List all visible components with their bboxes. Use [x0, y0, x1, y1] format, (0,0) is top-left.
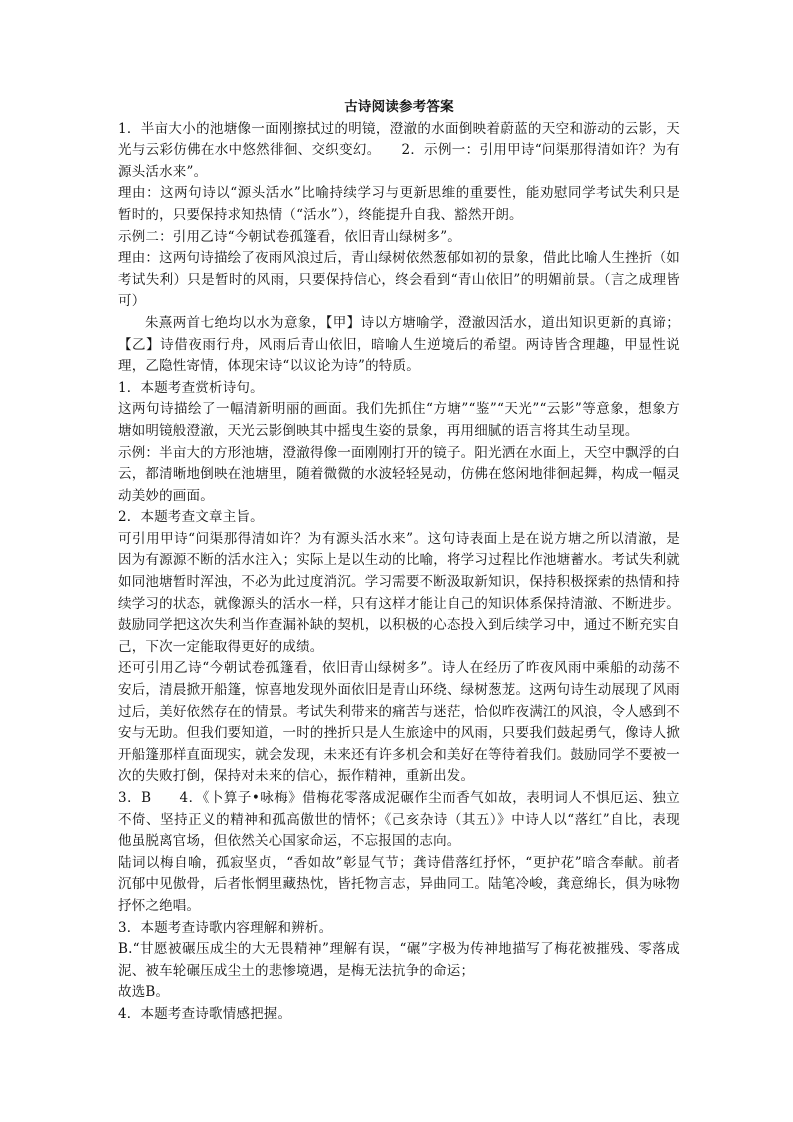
- paragraph-example-2: 示例二：引用乙诗“今朝试卷孤篷看，依旧青山绿树多”。: [118, 228, 462, 245]
- paragraph-reason-1: 理由：这两句诗以“源头活水”比喻持续学习与更新思维的重要性，能劝慰同学考试失利只是暂时的，只要保持求知热情（“活水”），终能提升自我、豁然开朗。: [118, 185, 680, 223]
- paragraph-q3-heading: 3．本题考查诗歌内容理解和辨析。: [118, 919, 333, 936]
- paragraph-q3-analysis: B.“甘愿被碾压成尘的大无畏精神”理解有误，“碾”字极为传神地描写了梅花被摧残、零落成泥、被车轮碾压成尘土的悲惨境遇，是梅无法抗争的命运；: [118, 941, 680, 979]
- paragraph-q2-heading: 2．本题考查文章主旨。: [118, 509, 264, 526]
- paragraph-answer-3-4: 3．B 4．《卜算子•咏梅》借梅花零落成泥碾作尘而香气如故，表明词人不惧厄运、独立不倚、坚持正义的精神和孤高傲世的情怀；《己亥杂诗（其五）》中诗人以“落红”自比，表现他虽脱离官场，但依然关心国家命运，不忘报国的志向。: [118, 790, 680, 850]
- paragraph-answer-1-2: 1．半亩大小的池塘像一面刚擦拭过的明镜，澄澈的水面倒映着蔚蓝的天空和游动的云影，天光与云彩仿佛在水中悠然徘徊、交织变幻。 2．示例一：引用甲诗“问渠那得清如许？为有源头活水来”。: [118, 120, 680, 180]
- paragraph-q2-poem-b: 还可引用乙诗“今朝试卷孤篷看，依旧青山绿树多”。诗人在经历了昨夜风雨中乘船的动荡不安后，清晨掀开船篷，惊喜地发现外面依旧是青山环绕、绿树葱茏。这两句诗生动展现了风雨过后，美好依然存在的情景。考试失利带来的痛苦与迷茫，恰似昨夜满江的风浪，令人感到不安与无助。但我们要知道，一时的挫折只是人生旅途中的风雨，只要我们鼓起勇气，像诗人掀开船篷那样直面现实，就会发现，未来还有许多机会和美好在等待着我们。鼓励同学不要被一次的失败打倒，保持对未来的信心，振作精神，重新出发。: [118, 660, 680, 785]
- answer-document: [118, 97, 680, 1026]
- paragraph-q1-analysis: 这两句诗描绘了一幅清新明丽的画面。我们先抓住“方塘”“鉴”“天光”“云影”等意象，想象方塘如明镜般澄澈，天光云影倒映其中摇曳生姿的景象，再用细腻的语言将其生动呈现。: [118, 401, 680, 439]
- paragraph-summary: 朱熹两首七绝均以水为意象，【甲】诗以方塘喻学，澄澈因活水，道出知识更新的真谛；【乙】诗借夜雨行舟，风雨后青山依旧，暗喻人生逆境后的希望。两诗皆含理趣，甲显性说理，乙隐性寄情，体现宋诗“以议论为诗”的特质。: [118, 314, 680, 375]
- paragraph-comparison: 陆词以梅自喻，孤寂坚贞，“香如故”彰显气节；龚诗借落红抒怀，“更护花”暗含奉献。前者沉郁中见傲骨，后者怅惘里藏热忱，皆托物言志，异曲同工。陆笔冷峻，龚意绵长，俱为咏物抒怀之绝唱。: [118, 854, 680, 914]
- paragraph-q3-conclusion: 故选B。: [118, 984, 170, 1001]
- paragraph-q2-poem-a: 可引用甲诗“问渠那得清如许？为有源头活水来”。这句诗表面上是在说方塘之所以清澈，是因为有源源不断的活水注入；实际上是以生动的比喻，将学习过程比作池塘蓄水。考试失利就如同池塘暂时浑浊，不必为此过度消沉。学习需要不断汲取新知识，保持积极探索的热情和持续学习的状态，就像源头的活水一样，只有这样才能让自己的知识体系保持清澈、不断进步。鼓励同学把这次失利当作查漏补缺的契机，以积极的心态投入到后续学习中，通过不断充实自己，下次一定能取得更好的成绩。: [118, 530, 680, 655]
- paragraph-q1-heading: 1．本题考查赏析诗句。: [118, 379, 264, 396]
- paragraph-reason-2: 理由：这两句诗描绘了夜雨风浪过后，青山绿树依然葱郁如初的景象，借此比喻人生挫折（如考试失利）只是暂时的风雨，只要保持信心，终会看到“青山依旧”的明媚前景。（言之成理皆可）: [118, 250, 680, 310]
- document-title: 古诗阅读参考答案: [344, 99, 454, 115]
- paragraph-q1-example: 示例：半亩大的方形池塘，澄澈得像一面刚刚打开的镜子。阳光洒在水面上，天空中飘浮的白云，都清晰地倒映在池塘里，随着微微的水波轻轻晃动，仿佛在悠闲地徘徊起舞，构成一幅灵动美妙的画面。: [118, 444, 680, 504]
- paragraph-q4-heading: 4．本题考查诗歌情感把握。: [118, 1005, 292, 1022]
